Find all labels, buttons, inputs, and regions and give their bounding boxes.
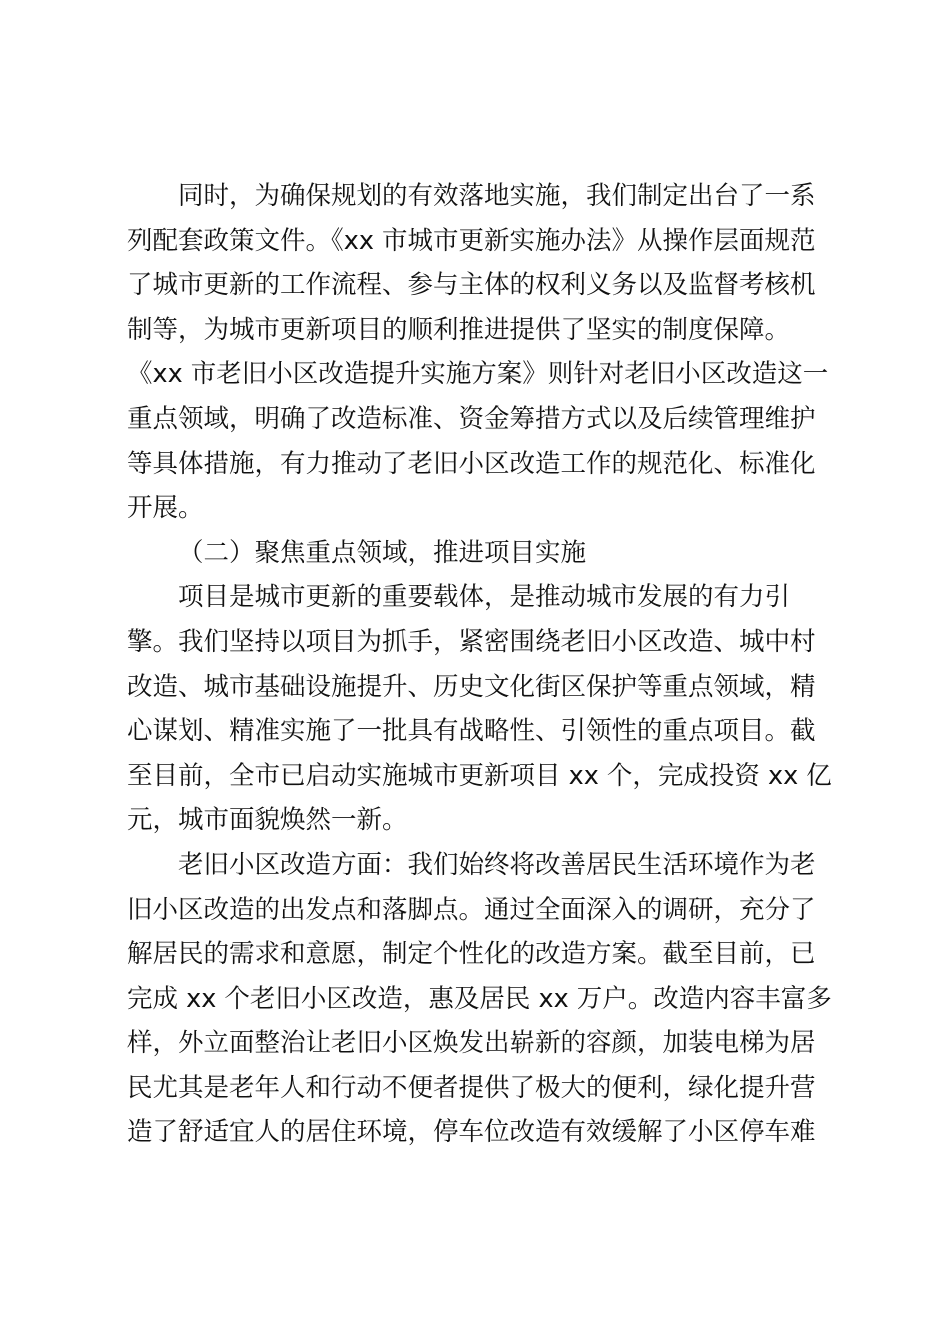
document-body bbox=[127, 174, 832, 1155]
paragraph-3-line-5: 样，外立面整治让老旧小区焕发出崭新的容颜，加装电梯为居 bbox=[127, 1028, 816, 1059]
paragraph-2-line-6: 元，城市面貌焕然一新。 bbox=[127, 805, 408, 836]
paragraph-1-line-7: 等具体措施，有力推动了老旧小区改造工作的规范化、标准化 bbox=[127, 448, 816, 479]
paragraph-3-line-4: 完成 xx 个老旧小区改造，惠及居民 xx 万户。改造内容丰富多 bbox=[127, 983, 832, 1014]
paragraph-2-line-5: 至目前，全市已启动实施城市更新项目 xx 个，完成投资 xx 亿 bbox=[127, 760, 832, 791]
paragraph-1-line-1: 同时，为确保规划的有效落地实施，我们制定出台了一系 bbox=[178, 181, 816, 211]
section-heading: （二）聚焦重点领域，推进项目实施 bbox=[178, 537, 587, 568]
paragraph-3-line-6: 民尤其是老年人和行动不便者提供了极大的便利，绿化提升营 bbox=[127, 1072, 816, 1103]
paragraph-3-line-2: 旧小区改造的出发点和落脚点。通过全面深入的调研，充分了 bbox=[127, 894, 816, 925]
paragraph-1-line-2: 列配套政策文件。《xx 市城市更新实施办法》从操作层面规范 bbox=[127, 225, 816, 256]
paragraph-3-line-7: 造了舒适宜人的居住环境，停车位改造有效缓解了小区停车难 bbox=[127, 1117, 816, 1148]
paragraph-2-line-4: 心谋划、精准实施了一批具有战略性、引领性的重点项目。截 bbox=[127, 716, 816, 747]
paragraph-3-line-3: 解居民的需求和意愿，制定个性化的改造方案。截至目前，已 bbox=[127, 939, 816, 970]
paragraph-2-line-3: 改造、城市基础设施提升、历史文化街区保护等重点领域，精 bbox=[127, 671, 816, 702]
paragraph-3-line-1: 老旧小区改造方面：我们始终将改善居民生活环境作为老 bbox=[178, 849, 816, 880]
paragraph-1-line-4: 制等，为城市更新项目的顺利推进提供了坚实的制度保障。 bbox=[127, 314, 791, 345]
paragraph-1-line-5: 《xx 市老旧小区改造提升实施方案》则针对老旧小区改造这一 bbox=[127, 359, 829, 390]
paragraph-1-line-8: 开展。 bbox=[127, 493, 204, 524]
paragraph-2-line-1: 项目是城市更新的重要载体，是推动城市发展的有力引 bbox=[178, 582, 791, 613]
paragraph-1-line-6: 重点领域，明确了改造标准、资金筹措方式以及后续管理维护 bbox=[127, 403, 816, 434]
paragraph-2-line-2: 擎。我们坚持以项目为抓手，紧密围绕老旧小区改造、城中村 bbox=[127, 626, 816, 657]
paragraph-1-line-3: 了城市更新的工作流程、参与主体的权利义务以及监督考核机 bbox=[127, 270, 816, 301]
